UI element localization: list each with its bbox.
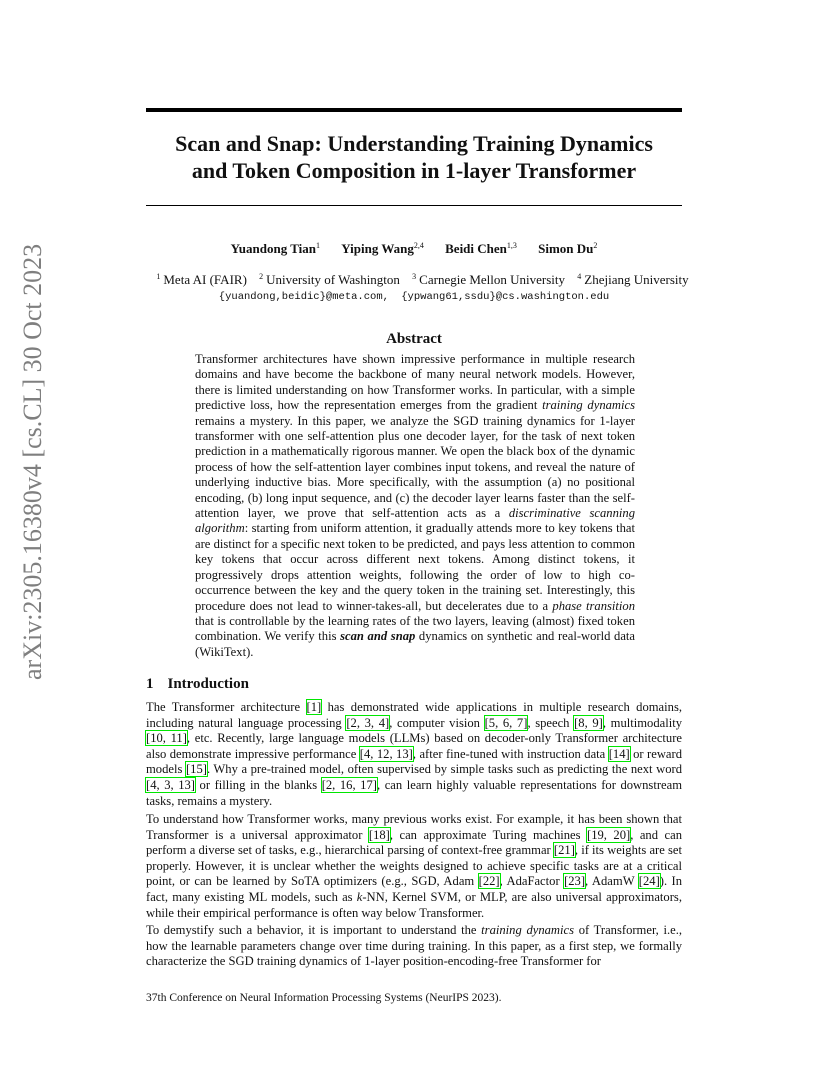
citation-link[interactable]: [24] [638, 874, 660, 889]
author-emails [146, 291, 682, 303]
author: Simon Du$^2$ [538, 241, 598, 256]
citation-link[interactable]: [18] [368, 827, 390, 842]
abstract-heading: Abstract [386, 331, 442, 347]
citation-link[interactable]: [14] [608, 746, 630, 761]
citation-link[interactable]: [15] [185, 762, 207, 777]
title-line-2: and Token Composition in 1-layer Transformer [191, 158, 637, 183]
paragraph: The Transformer architecture [1] has demonstrated wide applications in multiple research domains, including natural language processing [2, 3, 4], computer vision [5, 6, 7], speech [8, 9], multimodality [10, 11], etc. Recently, large language models (LLMs) based on decoder-only Transformer architecture also demonstrate impressive performance [4, 12, 13], after fine-tuned with instruction data [14] or reward models [15]. Why a pre-trained model, often supervised by simple tasks such as predicting the next word [4, 3, 13] or filling in the blanks [2, 16, 17], can learn highly valuable representations for downstream tasks, remains a mystery. [146, 700, 683, 808]
paragraph: To demystify such a behavior, it is important to understand the training dynamics of Transformer, i.e., how the learnable parameters change over time during training. In this paper, as a first step, we formally characterize the SGD training dynamics of 1-layer position-encoding-free Transformer for [146, 923, 682, 969]
citation-link[interactable]: [23] [564, 874, 586, 889]
citation-link[interactable]: [2, 16, 17] [321, 777, 377, 792]
paragraph: To understand how Transformer works, many previous works exist. For example, it has been shown that Transformer is a universal approximator [18], can approximate Turing machines [19, 20], and can perform a diverse set of tasks, e.g., hierarchical parsing of context-free grammar [21], if its weights are set properly. However, it is unclear whether the weights designed to achieve specific tasks are at a critical point, or can be learned by SoTA optimizers (e.g., SGD, Adam [22], AdaFactor [23], AdamW [24]). In fact, many existing ML models, such as k-NN, Kernel SVM, or MLP, are also universal approximators, while their empirical performance is often way below Transformer. [146, 812, 683, 920]
citation-link[interactable]: [19, 20] [587, 827, 631, 842]
email: {ypwang61,ssdu}@cs.washington.edu [401, 291, 610, 303]
affiliation: $^2$ University of Washington [259, 272, 400, 287]
affiliation: $^1$ Meta AI (FAIR) [156, 272, 247, 287]
citation-link[interactable]: [4, 3, 13] [146, 777, 195, 792]
citation-link[interactable]: [4, 12, 13] [359, 746, 413, 761]
arxiv-identifier: arXiv:2305.16380v4 [cs.CL] 30 Oct 2023 [18, 243, 47, 680]
author: Yiping Wang$^{2,4}$ [341, 241, 424, 256]
section-number: 1 [146, 676, 154, 692]
abstract-text: Transformer architectures have shown impressive performance in multiple research domains and have become the backbone of many neural network models. However, there is limited understanding on how Transformer works. In particular, with a simple predictive loss, how the representation emerges from the gradient training dynamics remains a mystery. In this paper, we analyze the SGD training dynamics for 1-layer transformer with one self-attention plus one decoder layer, for the task of next token prediction in a mathematically rigorous manner. We open the black box of the dynamic process of how the self-attention layer combines input tokens, and reveal the nature of underlying inductive bias. More specifically, with the assumption (a) no positional encoding, (b) long input sequence, and (c) the decoder layer learns faster than the self-attention layer, we prove that self-attention acts as a discriminative scanning algorithm: starting from uniform attention, it gradually attends more to key tokens that are distinct for a specific next token to be predicted, and pays less attention to common key tokens that occur across different next tokens. Among distinct tokens, it progressively drops attention weights, following the order of low to high co-occurrence between the key and the query token in the training set. Interestingly, this procedure does not lead to winner-takes-all, but decelerates due to a phase transition that is controllable by the learning rates of the two layers, leaving (almost) fixed token combination. We verify this scan and snap dynamics on synthetic and real-world data (WikiText). [195, 352, 636, 659]
paper-title [146, 130, 682, 184]
author: Yuandong Tian$^1$ [230, 241, 320, 256]
author-list [146, 241, 682, 257]
citation-link[interactable]: [1] [306, 700, 322, 714]
citation-link[interactable]: [2, 3, 4] [346, 715, 390, 730]
author: Beidi Chen$^{1,3}$ [445, 241, 517, 256]
email: {yuandong,beidic}@meta.com, [218, 291, 389, 303]
citation-link[interactable]: [21] [553, 843, 575, 858]
affiliation: $^4$ Zhejiang University [577, 272, 689, 287]
title-bottom-rule [146, 205, 682, 206]
section-heading [146, 676, 249, 693]
affiliation: $^3$ Carnegie Mellon University [412, 272, 566, 287]
title-line-1: Scan and Snap: Understanding Training Dynamics [175, 131, 653, 156]
citation-link[interactable]: [10, 11] [146, 731, 187, 746]
section-title: Introduction [167, 676, 249, 692]
title-top-rule [146, 108, 682, 112]
conference-footnote: 37th Conference on Neural Information Processing Systems (NeurIPS 2023). [146, 992, 502, 1004]
citation-link[interactable]: [5, 6, 7] [484, 715, 528, 730]
citation-link[interactable]: [8, 9] [574, 715, 603, 730]
affiliations [146, 272, 702, 288]
citation-link[interactable]: [22] [478, 874, 500, 889]
